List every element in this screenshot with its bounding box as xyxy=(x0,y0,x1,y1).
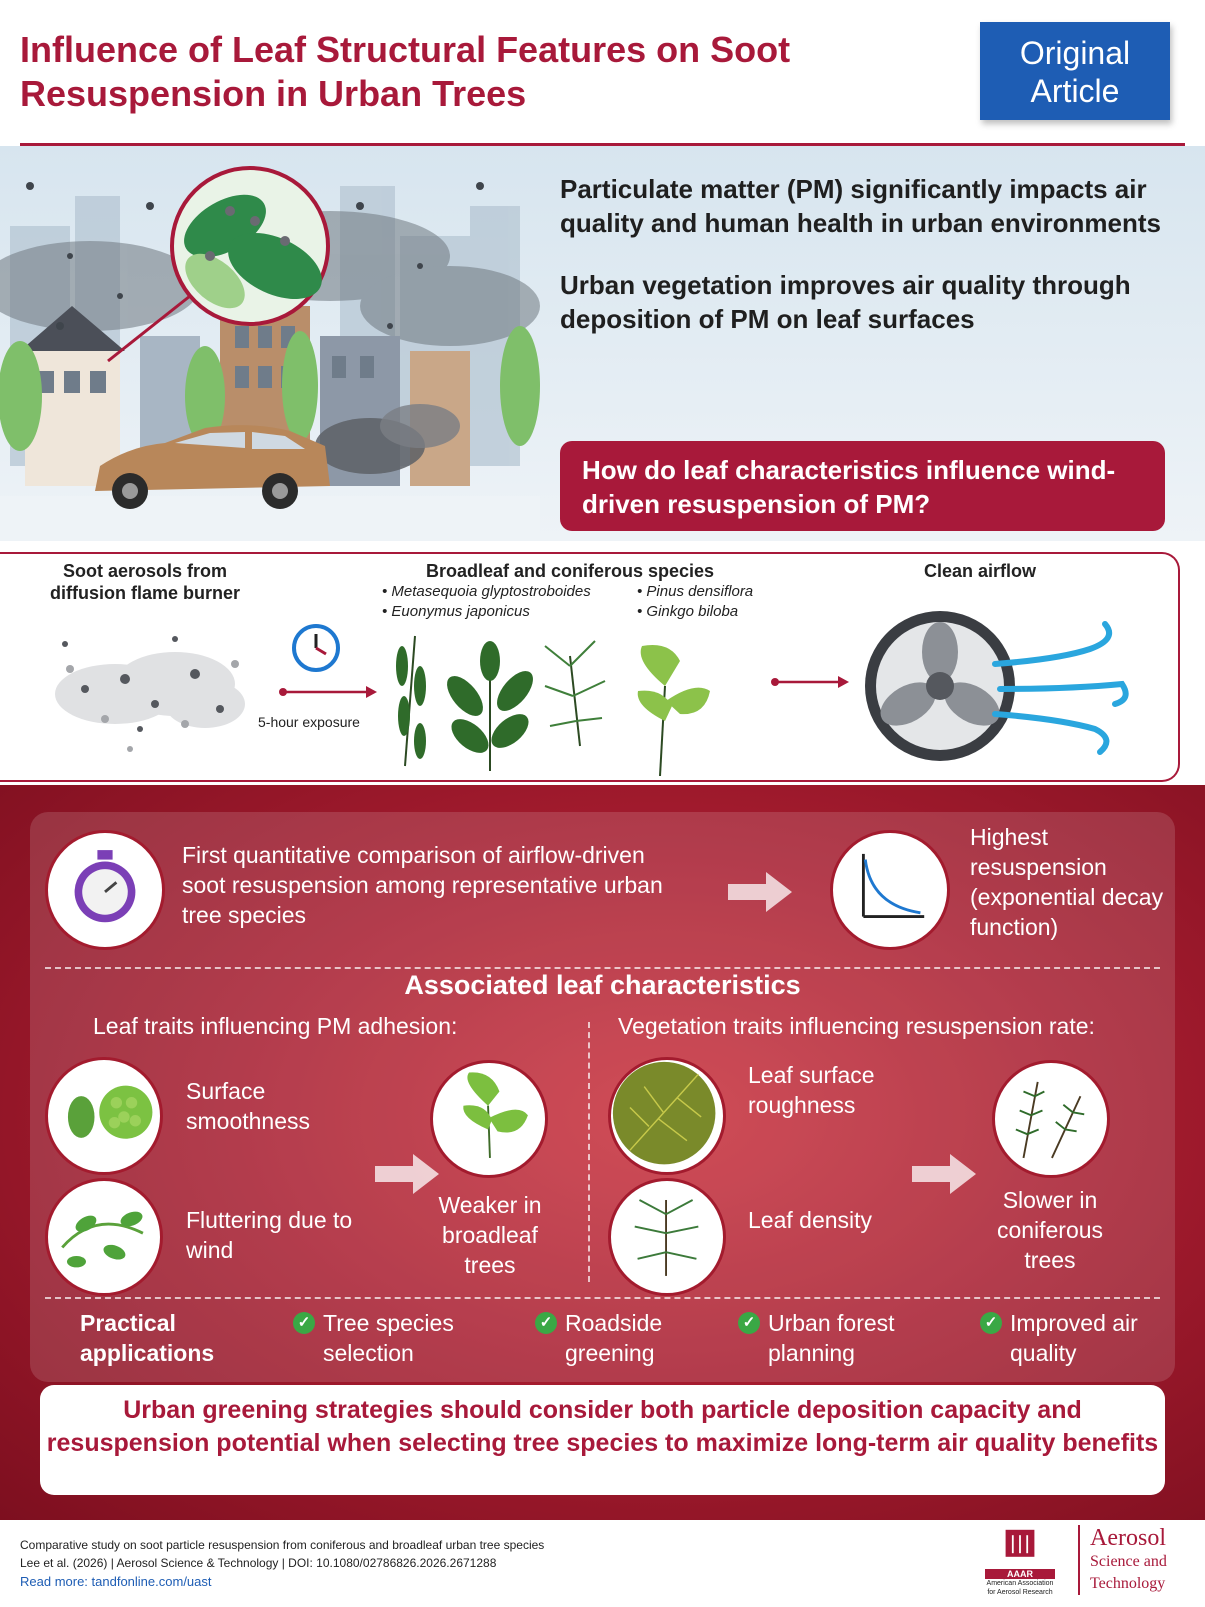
applications-label: Practical applications xyxy=(80,1310,215,1366)
clock-icon xyxy=(290,622,342,674)
slower-coniferous-text: Slower in coniferous trees xyxy=(996,1187,1104,1273)
aaar-abbr: AAAR xyxy=(985,1569,1055,1579)
decay-chart-icon xyxy=(830,830,950,950)
city-pollution-illustration xyxy=(0,146,540,541)
journal-name-line2: Science and xyxy=(1090,1553,1167,1570)
rough-leaf-icon xyxy=(608,1057,726,1175)
ginkgo-leaf-icon xyxy=(430,1060,548,1178)
article-type-badge: Original Article xyxy=(980,22,1170,120)
intro-section xyxy=(0,146,1205,541)
check-icon: ✓ xyxy=(293,1312,315,1334)
aaar-logo xyxy=(985,1528,1055,1600)
application-item: ✓ Tree species selection xyxy=(293,1308,483,1368)
highest-resuspension-text: Highest resuspension (exponential decay function) xyxy=(970,824,1164,940)
soot-cloud-icon xyxy=(45,624,250,754)
page-title: Influence of Leaf Structural Features on Soot Resuspension in Urban Trees xyxy=(20,29,791,114)
read-more-link[interactable]: Read more: tandfonline.com/uast xyxy=(20,1574,212,1589)
header xyxy=(0,0,1205,145)
check-icon: ✓ xyxy=(980,1312,1002,1334)
arrow-right-icon xyxy=(728,870,792,914)
journal-name-line1: Aerosol xyxy=(1090,1525,1166,1551)
species-item: • Ginkgo biloba xyxy=(637,603,739,620)
methods-panel xyxy=(0,552,1180,782)
divider xyxy=(45,1297,1160,1299)
species-list-left xyxy=(382,582,591,622)
comparison-text: First quantitative comparison of airflow-driven soot resuspension among representative urban tree species xyxy=(182,842,663,928)
species-item: • Euonymus japonicus xyxy=(382,603,530,620)
application-item: ✓ Improved air quality xyxy=(980,1308,1150,1368)
trait-fluttering: Fluttering due to wind xyxy=(186,1207,353,1263)
trait-leaf-density: Leaf density xyxy=(748,1207,873,1233)
adhesion-heading: Leaf traits influencing PM adhesion: xyxy=(93,1013,458,1039)
species-label: Broadleaf and coniferous species xyxy=(425,561,715,581)
conifer-branch-icon xyxy=(992,1060,1110,1178)
species-item: • Metasequoia glyptostroboides xyxy=(382,583,591,600)
conclusion-box: Urban greening strategies should consider both particle deposition capacity and resuspension potential when selecting tree species to maximize long-term air quality benefits xyxy=(40,1385,1165,1495)
statement-vegetation: Urban vegetation improves air quality through deposition of PM on leaf surfaces xyxy=(560,270,1131,334)
fluttering-leaves-icon xyxy=(45,1178,163,1296)
journal-name-line3: Technology xyxy=(1090,1575,1166,1592)
associated-heading: Associated leaf characteristics xyxy=(404,970,801,1000)
research-question: How do leaf characteristics influence wind-driven resuspension of PM? xyxy=(560,441,1165,531)
soot-label: Soot aerosols from diffusion flame burner xyxy=(49,561,240,603)
fan-icon xyxy=(860,604,1135,769)
pine-needle-icon xyxy=(608,1178,726,1296)
aaar-name: American Association for Aerosol Research xyxy=(986,1580,1054,1596)
resuspension-rate-heading: Vegetation traits influencing resuspension rate: xyxy=(618,1013,1095,1039)
exposure-label: 5-hour exposure xyxy=(258,714,360,730)
application-item: ✓ Roadside greening xyxy=(535,1308,685,1368)
citation: Lee et al. (2026) | Aerosol Science & Technology | DOI: 10.1080/02786826.2026.2671288 xyxy=(20,1556,497,1570)
leaf-specimens-illustration xyxy=(380,626,730,776)
species-list-right xyxy=(637,582,753,622)
species-item: • Pinus densiflora xyxy=(637,583,754,600)
trait-surface-smoothness: Surface smoothness xyxy=(186,1078,311,1134)
divider xyxy=(588,1022,590,1282)
leaf-surface-icon xyxy=(45,1057,163,1175)
airflow-label: Clean airflow xyxy=(923,561,1037,581)
application-item: ✓ Urban forest planning xyxy=(738,1308,938,1368)
study-title: Comparative study on soot particle resuspension from coniferous and broadleaf urban tree species xyxy=(20,1538,545,1552)
check-icon: ✓ xyxy=(738,1312,760,1334)
statement-pm-impact: Particulate matter (PM) significantly impacts air quality and human health in urban environments xyxy=(560,174,1161,238)
arrow-right-icon xyxy=(770,674,850,690)
aaar-emblem-icon xyxy=(1002,1528,1038,1564)
check-icon: ✓ xyxy=(535,1312,557,1334)
arrow-right-icon xyxy=(912,1152,976,1196)
journal-logo xyxy=(1078,1525,1198,1595)
divider xyxy=(45,967,1160,969)
intro-statements xyxy=(560,172,1180,364)
weaker-broadleaf-text: Weaker in broadleaf trees xyxy=(438,1192,542,1278)
stopwatch-icon xyxy=(45,830,165,950)
trait-leaf-roughness: Leaf surface roughness xyxy=(748,1062,875,1118)
arrow-right-icon xyxy=(278,684,378,700)
